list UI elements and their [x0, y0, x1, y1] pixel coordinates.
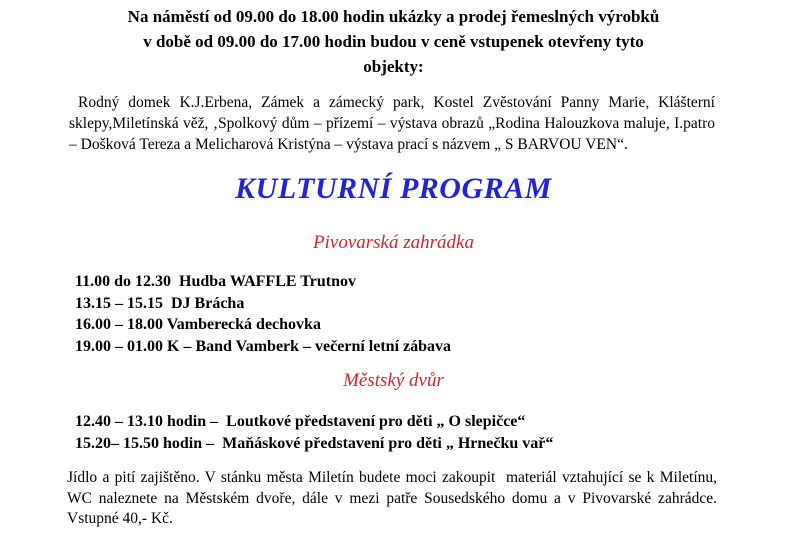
schedule-item: 12.40 – 13.10 hodin – Loutkové představení pro děti „ O slepičce“	[75, 413, 526, 430]
schedule-item: 13.15 – 15.15 DJ Brácha	[75, 294, 245, 312]
program-title: KULTURNÍ PROGRAM	[235, 172, 552, 205]
schedule-item: 16.00 – 18.00 Vamberecká dechovka	[75, 316, 321, 333]
section-heading-pivovarska-zahradka: Pivovarská zahrádka	[313, 232, 474, 253]
header-line-1: Na náměstí od 09.00 do 18.00 hodin ukázky a prodej řemeslných výrobků	[127, 7, 660, 26]
intro-paragraph: Rodný domek K.J.Erbena, Zámek a zámecký park, Kostel Zvěstování Panny Marie, Klášterní sklepy,Miletínská věž, ‚Spolkový dům – přízemí – výstava obrazů „Rodina Halouzkova maluje, I.patro – Došková Tereza a Melicharová Kristýna – výstava prací s názvem „ S BARVOU VEN“.	[69, 94, 715, 153]
schedule-item: 15.20– 15.50 hodin – Maňáskové představení pro děti „ Hrnečku vař“	[75, 434, 554, 452]
schedule-mestsky-dvur	[75, 411, 747, 454]
document-header	[0, 0, 787, 79]
schedule-item: 19.00 – 01.00 K – Band Vamberk – večerní letní zábava	[75, 337, 452, 355]
section-heading-mestsky-dvur: Městský dvůr	[343, 370, 444, 391]
schedule-pivovarska-zahradka	[75, 271, 747, 357]
schedule-item: 11.00 do 12.30 Hudba WAFFLE Trutnov	[75, 273, 356, 290]
header-line-2: v době od 09.00 do 17.00 hodin budou v ceně vstupenek otevřeny tyto	[143, 32, 644, 51]
header-line-3: objekty:	[363, 57, 424, 76]
closing-paragraph: Jídlo a pití zajištěno. V stánku města Miletín budete moci zakoupit materiál vztahující se k Miletínu, WC naleznete na Městském dvoře, dále v mezi patře Sousedského domu a v Pivovarské zahrádce. Vstupné 40,- Kč.	[67, 469, 721, 527]
